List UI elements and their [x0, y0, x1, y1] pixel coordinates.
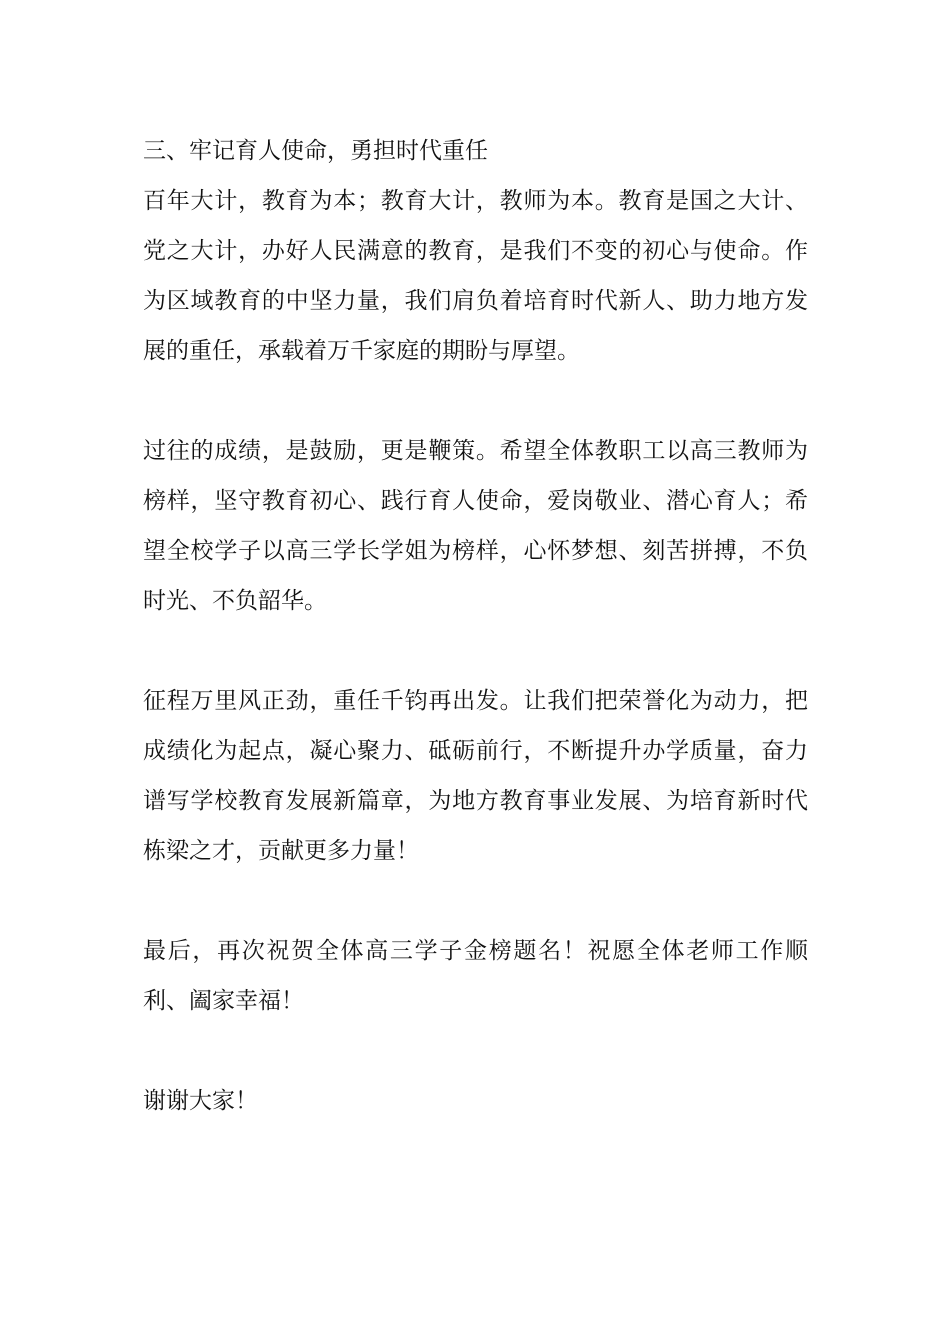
paragraph-new-journey: 征程万里风正劲，重任千钧再出发。让我们把荣誉化为动力，把成绩化为起点，凝心聚力、砥砺前行，不断提升办学质量，奋力谱写学校教育发展新篇章，为地方教育事业发展、为培育新时代栋梁之才，贡献更多力量！	[143, 688, 808, 864]
paragraph-achievements: 过往的成绩，是鼓励，更是鞭策。希望全体教职工以高三教师为榜样，坚守教育初心、践行育人使命，爱岗敬业、潜心育人；希望全校学子以高三学长学姐为榜样，心怀梦想、刻苦拼搏，不负时光、不负韶华。	[143, 438, 808, 614]
paragraph-education-mission: 百年大计，教育为本；教育大计，教师为本。教育是国之大计、党之大计，办好人民满意的教育，是我们不变的初心与使命。作为区域教育的中坚力量，我们肩负着培育时代新人、助力地方发展的重任，承载着万千家庭的期盼与厚望。	[143, 188, 808, 364]
document-body	[143, 126, 808, 1176]
paragraph-congratulations: 最后，再次祝贺全体高三学子金榜题名！祝愿全体老师工作顺利、阖家幸福！	[143, 938, 808, 1014]
section-heading: 三、牢记育人使命，勇担时代重任	[143, 138, 488, 164]
paragraph-thanks: 谢谢大家！	[143, 1088, 258, 1114]
